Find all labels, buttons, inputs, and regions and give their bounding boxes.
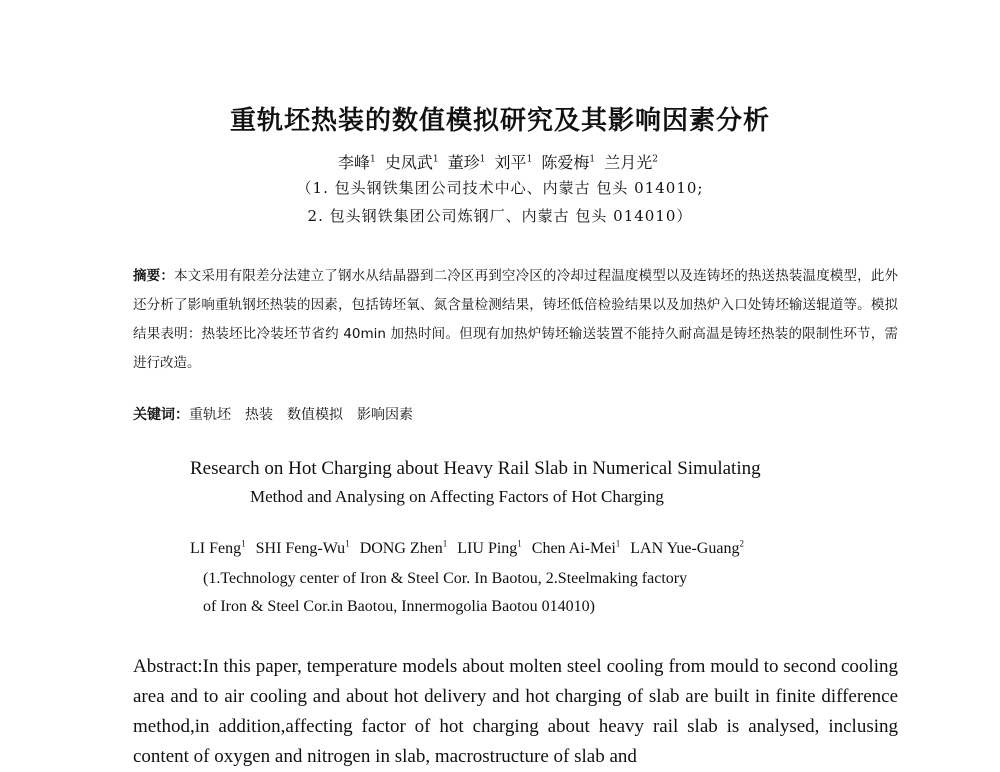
keywords-label-cn: 关键词： (133, 407, 189, 423)
keyword: 热装 (245, 407, 273, 423)
author-cn: 李峰$^1$ (338, 153, 376, 172)
abstract-cn (133, 262, 898, 378)
author-cn: 刘平$^1$ (494, 153, 533, 172)
affiliation-en-1: (1.Technology center of Iron & Steel Cor. In Baotou, 2.Steelmaking factory (203, 570, 688, 587)
author-en: Chen Ai-Mei$^1$ (531, 538, 621, 557)
author-en: DONG Zhen$^1$ (359, 538, 448, 557)
keyword: 重轨坯 (189, 407, 231, 423)
affiliation-cn-2: 2. 包头钢铁集团公司炼钢厂、内蒙古 包头 014010） (307, 207, 693, 225)
author-en: LAN Yue-Guang$^2$ (630, 538, 744, 557)
author-en: LI Feng$^1$ (190, 538, 246, 557)
author-cn: 陈爱梅$^1$ (541, 153, 596, 172)
paper-title-cn: 重轨坯热装的数值模拟研究及其影响因素分析 (229, 106, 770, 136)
keyword: 影响因素 (357, 407, 413, 423)
keywords-cn (133, 404, 427, 424)
author-list-cn (0, 150, 1000, 173)
author-cn: 兰月光$^2$ (604, 153, 658, 172)
affiliation-cn-1: （1. 包头钢铁集团公司技术中心、内蒙古 包头 014010; (296, 179, 704, 197)
author-cn: 董珍$^1$ (447, 153, 486, 172)
author-list-en (190, 540, 750, 558)
abstract-en: Abstract:In this paper, temperature models about molten steel cooling from mould to second cooling area and to air cooling and about hot delivery and hot charging of slab are built in finite difference method,in addition,affecting factor of hot charging about heavy rail slab is analysed, inclusing content of oxygen and nitrogen in slab, macrostructure of slab and (133, 656, 898, 767)
author-en: LIU Ping$^1$ (457, 538, 522, 557)
paper-title-en-line2: Method and Analysing on Affecting Factors of Hot Charging (250, 487, 664, 506)
abstract-label-cn: 摘要： (133, 268, 174, 284)
author-en: SHI Feng-Wu$^1$ (255, 538, 350, 557)
affiliation-en-2: of Iron & Steel Cor.in Baotou, Innermogolia Baotou 014010) (203, 598, 595, 615)
keyword: 数值模拟 (287, 407, 343, 423)
paper-title-en-line1: Research on Hot Charging about Heavy Rail Slab in Numerical Simulating (190, 458, 761, 479)
abstract-text-cn: 本文采用有限差分法建立了钢水从结晶器到二冷区再到空冷区的冷却过程温度模型以及连铸坯的热送热装温度模型，此外还分析了影响重轨钢坯热装的因素，包括铸坯氧、氮含量检测结果，铸坯低倍检验结果以及加热炉入口处铸坯输送辊道等。模拟结果表明：热装坯比冷装坯节省约 40min 加热时间。但现有加热炉铸坯输送装置不能持久耐高温是铸坯热装的限制性环节，需进行改造。 (133, 268, 899, 371)
author-cn: 史凤武$^1$ (384, 153, 439, 172)
